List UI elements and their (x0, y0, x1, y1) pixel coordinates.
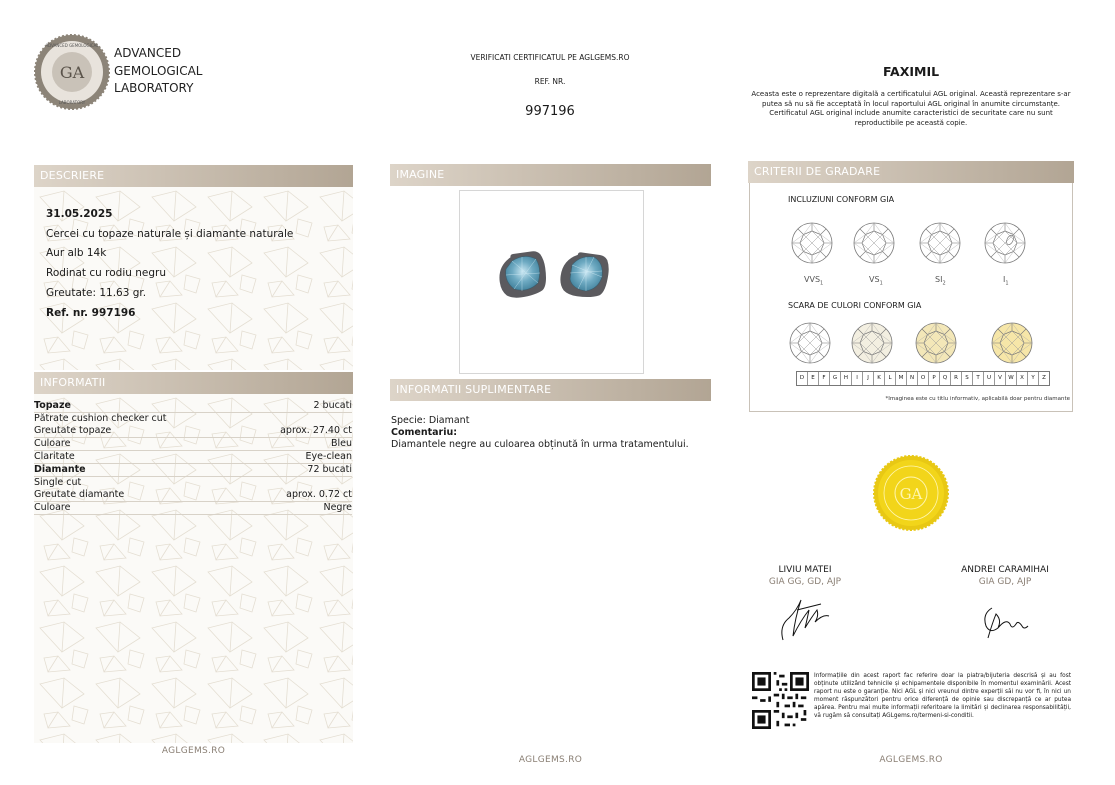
footer-left: AGLGEMS.RO (161, 746, 226, 756)
scale-cell: I (852, 372, 863, 385)
criterii-panel (749, 183, 1073, 412)
scale-cell: P (929, 372, 940, 385)
agl-seal-logo (34, 34, 110, 110)
color-scale (796, 371, 1050, 386)
lab-name-line2: GEMOLOGICAL (114, 63, 203, 78)
descriere-line4: Greutate: 11.63 gr. (46, 286, 147, 299)
info-row-claritate (34, 451, 352, 464)
lab-name-line3: LABORATORY (114, 81, 194, 95)
info-label: Pătrate cushion checker cut (34, 413, 167, 424)
scale-cell: F (819, 372, 830, 385)
incluziuni-title: INCLUZIUNI CONFORM GIA (788, 195, 895, 204)
info-label: Diamante (34, 464, 86, 475)
informatii-header: INFORMATII (34, 372, 353, 394)
info-label: Greutate topaze (34, 425, 112, 436)
svg-text:GA: GA (899, 485, 923, 503)
earring-left-icon (496, 250, 549, 300)
specie-text: Specie: Diamant (391, 415, 470, 426)
scale-cell: Q (940, 372, 951, 385)
info-value: aprox. 27.40 ct (280, 425, 352, 436)
scale-cell: M (896, 372, 907, 385)
info-label: Claritate (34, 451, 75, 462)
scale-cell: W (1006, 372, 1017, 385)
descriere-line1: Cercei cu topaze naturale și diamante naturale (46, 227, 294, 240)
info-row-greutate-topaze (34, 425, 352, 438)
disclaimer-text: Informațiile din acest raport fac referire doar la piatra/bijuteria descrisă și au fost obținute utilizând tehnicile și echipamentele disponibile în momentul examinării. Acest raport nu este o garanție. Nici AGL și nici vreunul dintre experții săi nu vor fi, în nici un moment răspunzători pentru orice diferență de opinie sau discrepanță ce ar putea apărea. Pentru mai multe informații referitoare la limitări și declinarea responsabilității, vă rugăm să consultați AGLgems.ro/termeni-si-conditii. (814, 673, 1071, 719)
lab-name (114, 45, 203, 98)
clarity-label-si2: $SI_2$ (935, 275, 946, 287)
info-row-culoare (34, 438, 352, 451)
info-row-greutate-diamante (34, 489, 352, 502)
scale-cell: H (841, 372, 852, 385)
scale-cell: D (797, 372, 808, 385)
scale-cell: V (995, 372, 1006, 385)
criterii-note: *Imaginea este cu titlu informativ, aplicabilă doar pentru diamante (885, 396, 1070, 402)
scale-cell: E (808, 372, 819, 385)
gold-seal-icon (873, 455, 949, 531)
ref-value: 997196 (525, 104, 575, 119)
scale-cell: O (918, 372, 929, 385)
clarity-diagrams (750, 211, 1074, 291)
descriere-header: DESCRIERE (34, 165, 353, 187)
product-image (459, 190, 644, 374)
info-row-topaze (34, 400, 352, 413)
scale-cell: T (973, 372, 984, 385)
footer-right: AGLGEMS.RO (879, 755, 943, 765)
descriere-line2: Aur alb 14k (46, 247, 107, 260)
scale-cell: N (907, 372, 918, 385)
suplimentare-header: INFORMATII SUPLIMENTARE (390, 379, 711, 401)
faximil-note: Aceasta este o reprezentare digitală a certificatului AGL original. Această reprezentare s-ar putea să nu să fie acceptată în locul raportului AGL original în anumite circumstanțe. Certificatul AGL original include anumite caracteristici de securitate care nu sunt reproductibile pe această copie. (751, 90, 1071, 127)
qr-code-icon (752, 672, 809, 729)
imagine-header: IMAGINE (390, 164, 711, 186)
info-value: Bleu (330, 438, 352, 449)
info-value: aprox. 0.72 ct (286, 489, 352, 500)
info-value: 2 bucati (313, 400, 352, 411)
signature-1-icon (775, 596, 835, 644)
verify-text: VERIFICATI CERTIFICATUL PE AGLGEMS.RO (470, 53, 630, 62)
info-label: Topaze (34, 400, 71, 411)
earring-right-icon (558, 250, 611, 300)
footer-mid: AGLGEMS.RO (518, 755, 583, 765)
info-label: Culoare (34, 438, 71, 449)
scale-cell: Z (1042, 375, 1046, 381)
signer-title: GIA GD, AJP (978, 577, 1032, 587)
informatii-panel (34, 394, 353, 743)
lab-name-line1: ADVANCED (114, 46, 182, 60)
signer-name: LIVIU MATEI (778, 565, 832, 575)
signer-title: GIA GG, GD, AJP (768, 577, 842, 587)
clarity-label-i1: $I_1$ (1003, 275, 1009, 287)
culori-title: SCARA DE CULORI CONFORM GIA (788, 301, 922, 310)
descriere-panel (34, 187, 353, 370)
info-row-cut (34, 413, 352, 425)
svg-text:LABORATORY: LABORATORY (58, 100, 86, 105)
info-row-diamante (34, 464, 352, 477)
comentariu-text: Diamantele negre au culoarea obținută în urma tratamentului. (391, 439, 689, 450)
scale-cell: K (874, 372, 885, 385)
scale-cell: Y (1028, 372, 1039, 385)
info-row-single-cut (34, 477, 352, 489)
signer-1 (740, 565, 870, 587)
svg-text:GA: GA (59, 63, 85, 82)
signature-2-icon (978, 600, 1030, 642)
scale-cell: S (962, 372, 973, 385)
descriere-ref: Ref. nr. 997196 (46, 306, 136, 319)
descriere-date: 31.05.2025 (46, 208, 113, 220)
scale-cell: L (885, 372, 896, 385)
info-label: Greutate diamante (34, 489, 125, 500)
ref-label: REF. NR. (534, 77, 566, 86)
scale-cell: G (830, 372, 841, 385)
scale-cell: X (1017, 372, 1028, 385)
info-label: Single cut (34, 477, 82, 488)
criterii-header: CRITERII DE GRADARE (748, 161, 1074, 183)
scale-cell: U (984, 372, 995, 385)
info-row-culoare-diamante (34, 502, 352, 515)
info-label: Culoare (34, 502, 71, 513)
scale-cell: R (951, 372, 962, 385)
info-value: 72 bucati (307, 464, 352, 475)
descriere-line3: Rodinat cu rodiu negru (46, 267, 166, 280)
clarity-label-vvs1: $VVS_1$ (804, 275, 824, 287)
faximil-title: FAXIMIL (882, 64, 940, 79)
color-diagrams (750, 319, 1074, 369)
signer-2 (940, 565, 1070, 587)
scale-cell: J (863, 372, 874, 385)
info-value: Negre (323, 502, 352, 513)
info-value: Eye-clean (305, 451, 352, 462)
svg-text:ADVANCED GEMOLOGICAL: ADVANCED GEMOLOGICAL (45, 43, 99, 48)
signer-name: ANDREI CARAMIHAI (961, 565, 1049, 575)
comentariu-label: Comentariu: (391, 427, 458, 438)
clarity-label-vs1: $VS_1$ (869, 275, 883, 287)
